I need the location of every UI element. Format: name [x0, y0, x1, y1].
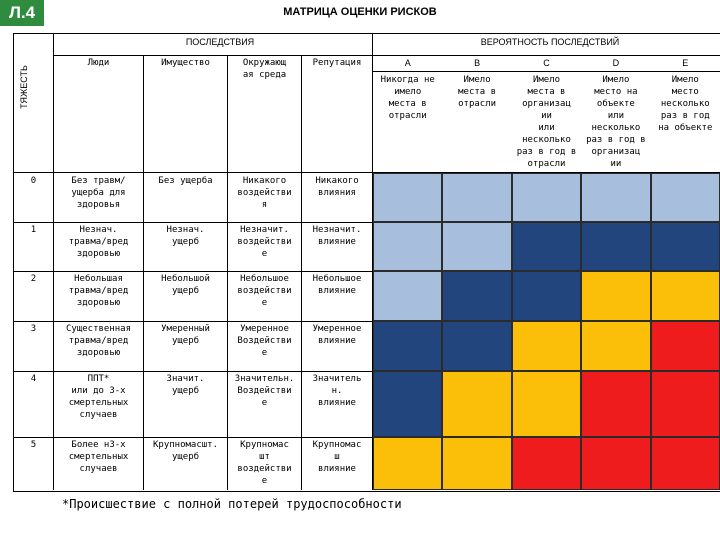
row-divider: [13, 437, 373, 438]
risk-cell: [442, 321, 511, 371]
people-consequence: Более н3-х смертельных случаев: [68, 440, 129, 474]
reputation-consequence: Никакого влияния: [315, 176, 359, 198]
people-consequence: Незнач. травма/вред здоровью: [68, 225, 129, 259]
risk-cell: [373, 173, 442, 222]
consequence-column-header: Окружающ ая среда: [242, 58, 287, 80]
risk-cell: [651, 173, 720, 222]
probability-letter: E: [682, 58, 689, 68]
property-consequence: Без ущерба: [158, 176, 213, 186]
risk-cell: [512, 437, 581, 490]
risk-cell: [581, 222, 650, 271]
probability-description: Имело место несколько раз в год на объекте: [658, 75, 713, 133]
probability-description: Имело места в отрасли: [458, 75, 497, 109]
risk-cell: [651, 437, 720, 490]
row-divider: [13, 371, 373, 372]
risk-cell: [373, 371, 442, 437]
property-consequence: Значит. ущерб: [166, 374, 205, 396]
severity-level: 1: [30, 225, 37, 235]
divider-header: [53, 55, 720, 56]
page-badge: Л.4: [0, 0, 44, 26]
probability-letter: B: [474, 58, 481, 68]
environment-consequence: Крупномас шт воздействи е: [237, 440, 292, 486]
probability-header: ВЕРОЯТНОСТЬ ПОСЛЕДСТВИЙ: [480, 37, 620, 47]
reputation-consequence: Незначит. влияние: [312, 225, 362, 247]
risk-cell: [442, 437, 511, 490]
people-consequence: Без травм/ ущерба для здоровья: [71, 176, 126, 210]
risk-cell: [373, 437, 442, 490]
people-consequence: Небольшая травма/вред здоровью: [68, 274, 129, 308]
risk-cell: [651, 321, 720, 371]
severity-level: 4: [30, 374, 37, 384]
probability-description: Имело места в организац ии или несколько раз в год в отрасли: [516, 75, 577, 169]
consequences-header: ПОСЛЕДСТВИЯ: [185, 37, 255, 47]
risk-cell: [581, 371, 650, 437]
property-consequence: Умеренный ущерб: [161, 324, 210, 346]
risk-cell: [651, 371, 720, 437]
risk-cell: [373, 271, 442, 321]
reputation-consequence: Значитель н. влияние: [312, 374, 362, 408]
risk-cell: [581, 321, 650, 371]
people-consequence: ППТ* или до 3-х смертельных случаев: [68, 374, 129, 420]
property-consequence: Незнач. ущерб: [166, 225, 205, 247]
people-consequence: Существенная травма/вред здоровью: [65, 324, 132, 358]
environment-consequence: Незначит. воздействи е: [237, 225, 292, 259]
environment-consequence: Умеренное Воздействи е: [237, 324, 292, 358]
risk-cell: [512, 271, 581, 321]
severity-level: 2: [30, 274, 37, 284]
page-title: МАТРИЦА ОЦЕНКИ РИСКОВ: [283, 6, 437, 18]
divider-level: [53, 33, 54, 490]
severity-label: ТЯЖЕСТЬ: [18, 65, 29, 109]
risk-cell: [581, 173, 650, 222]
row-divider: [13, 321, 373, 322]
risk-cell: [581, 437, 650, 490]
risk-cell: [442, 222, 511, 271]
footnote: *Происшествие с полной потерей трудоспособности: [62, 497, 402, 511]
risk-cell: [651, 222, 720, 271]
probability-letter: C: [543, 58, 550, 68]
risk-cell: [442, 371, 511, 437]
probability-description: Никогда не имело места в отрасли: [380, 75, 435, 121]
consequence-column-header: Имущество: [161, 58, 210, 68]
row-divider: [13, 222, 373, 223]
row-divider: [13, 271, 373, 272]
risk-cell: [373, 321, 442, 371]
risk-cell: [512, 173, 581, 222]
risk-cell: [442, 173, 511, 222]
property-consequence: Небольшой ущерб: [161, 274, 210, 296]
consequence-column-header: Люди: [87, 58, 110, 68]
risk-cell: [373, 222, 442, 271]
risk-cell: [651, 271, 720, 321]
reputation-consequence: Умеренное влияние: [312, 324, 362, 346]
environment-consequence: Никакого воздействи я: [237, 176, 292, 210]
risk-cell: [512, 321, 581, 371]
risk-cell: [442, 271, 511, 321]
probability-letter: D: [612, 58, 620, 68]
reputation-consequence: Небольшое влияние: [312, 274, 362, 296]
environment-consequence: Значительн. Воздействи е: [234, 374, 295, 408]
consequence-column-header: Репутация: [312, 58, 362, 68]
severity-level: 0: [30, 176, 37, 186]
risk-cell: [581, 271, 650, 321]
property-consequence: Крупномасшт. ущерб: [152, 440, 219, 462]
probability-letter: A: [404, 58, 411, 68]
environment-consequence: Небольшое воздействи е: [237, 274, 292, 308]
risk-cell: [512, 371, 581, 437]
risk-cell: [512, 222, 581, 271]
severity-level: 3: [30, 324, 37, 334]
probability-description: Имело место на объекте или несколько раз в год в организац ии: [586, 75, 646, 169]
severity-level: 5: [30, 440, 37, 450]
divider-letter: [372, 71, 720, 72]
reputation-consequence: Крупномас ш влияние: [312, 440, 362, 474]
